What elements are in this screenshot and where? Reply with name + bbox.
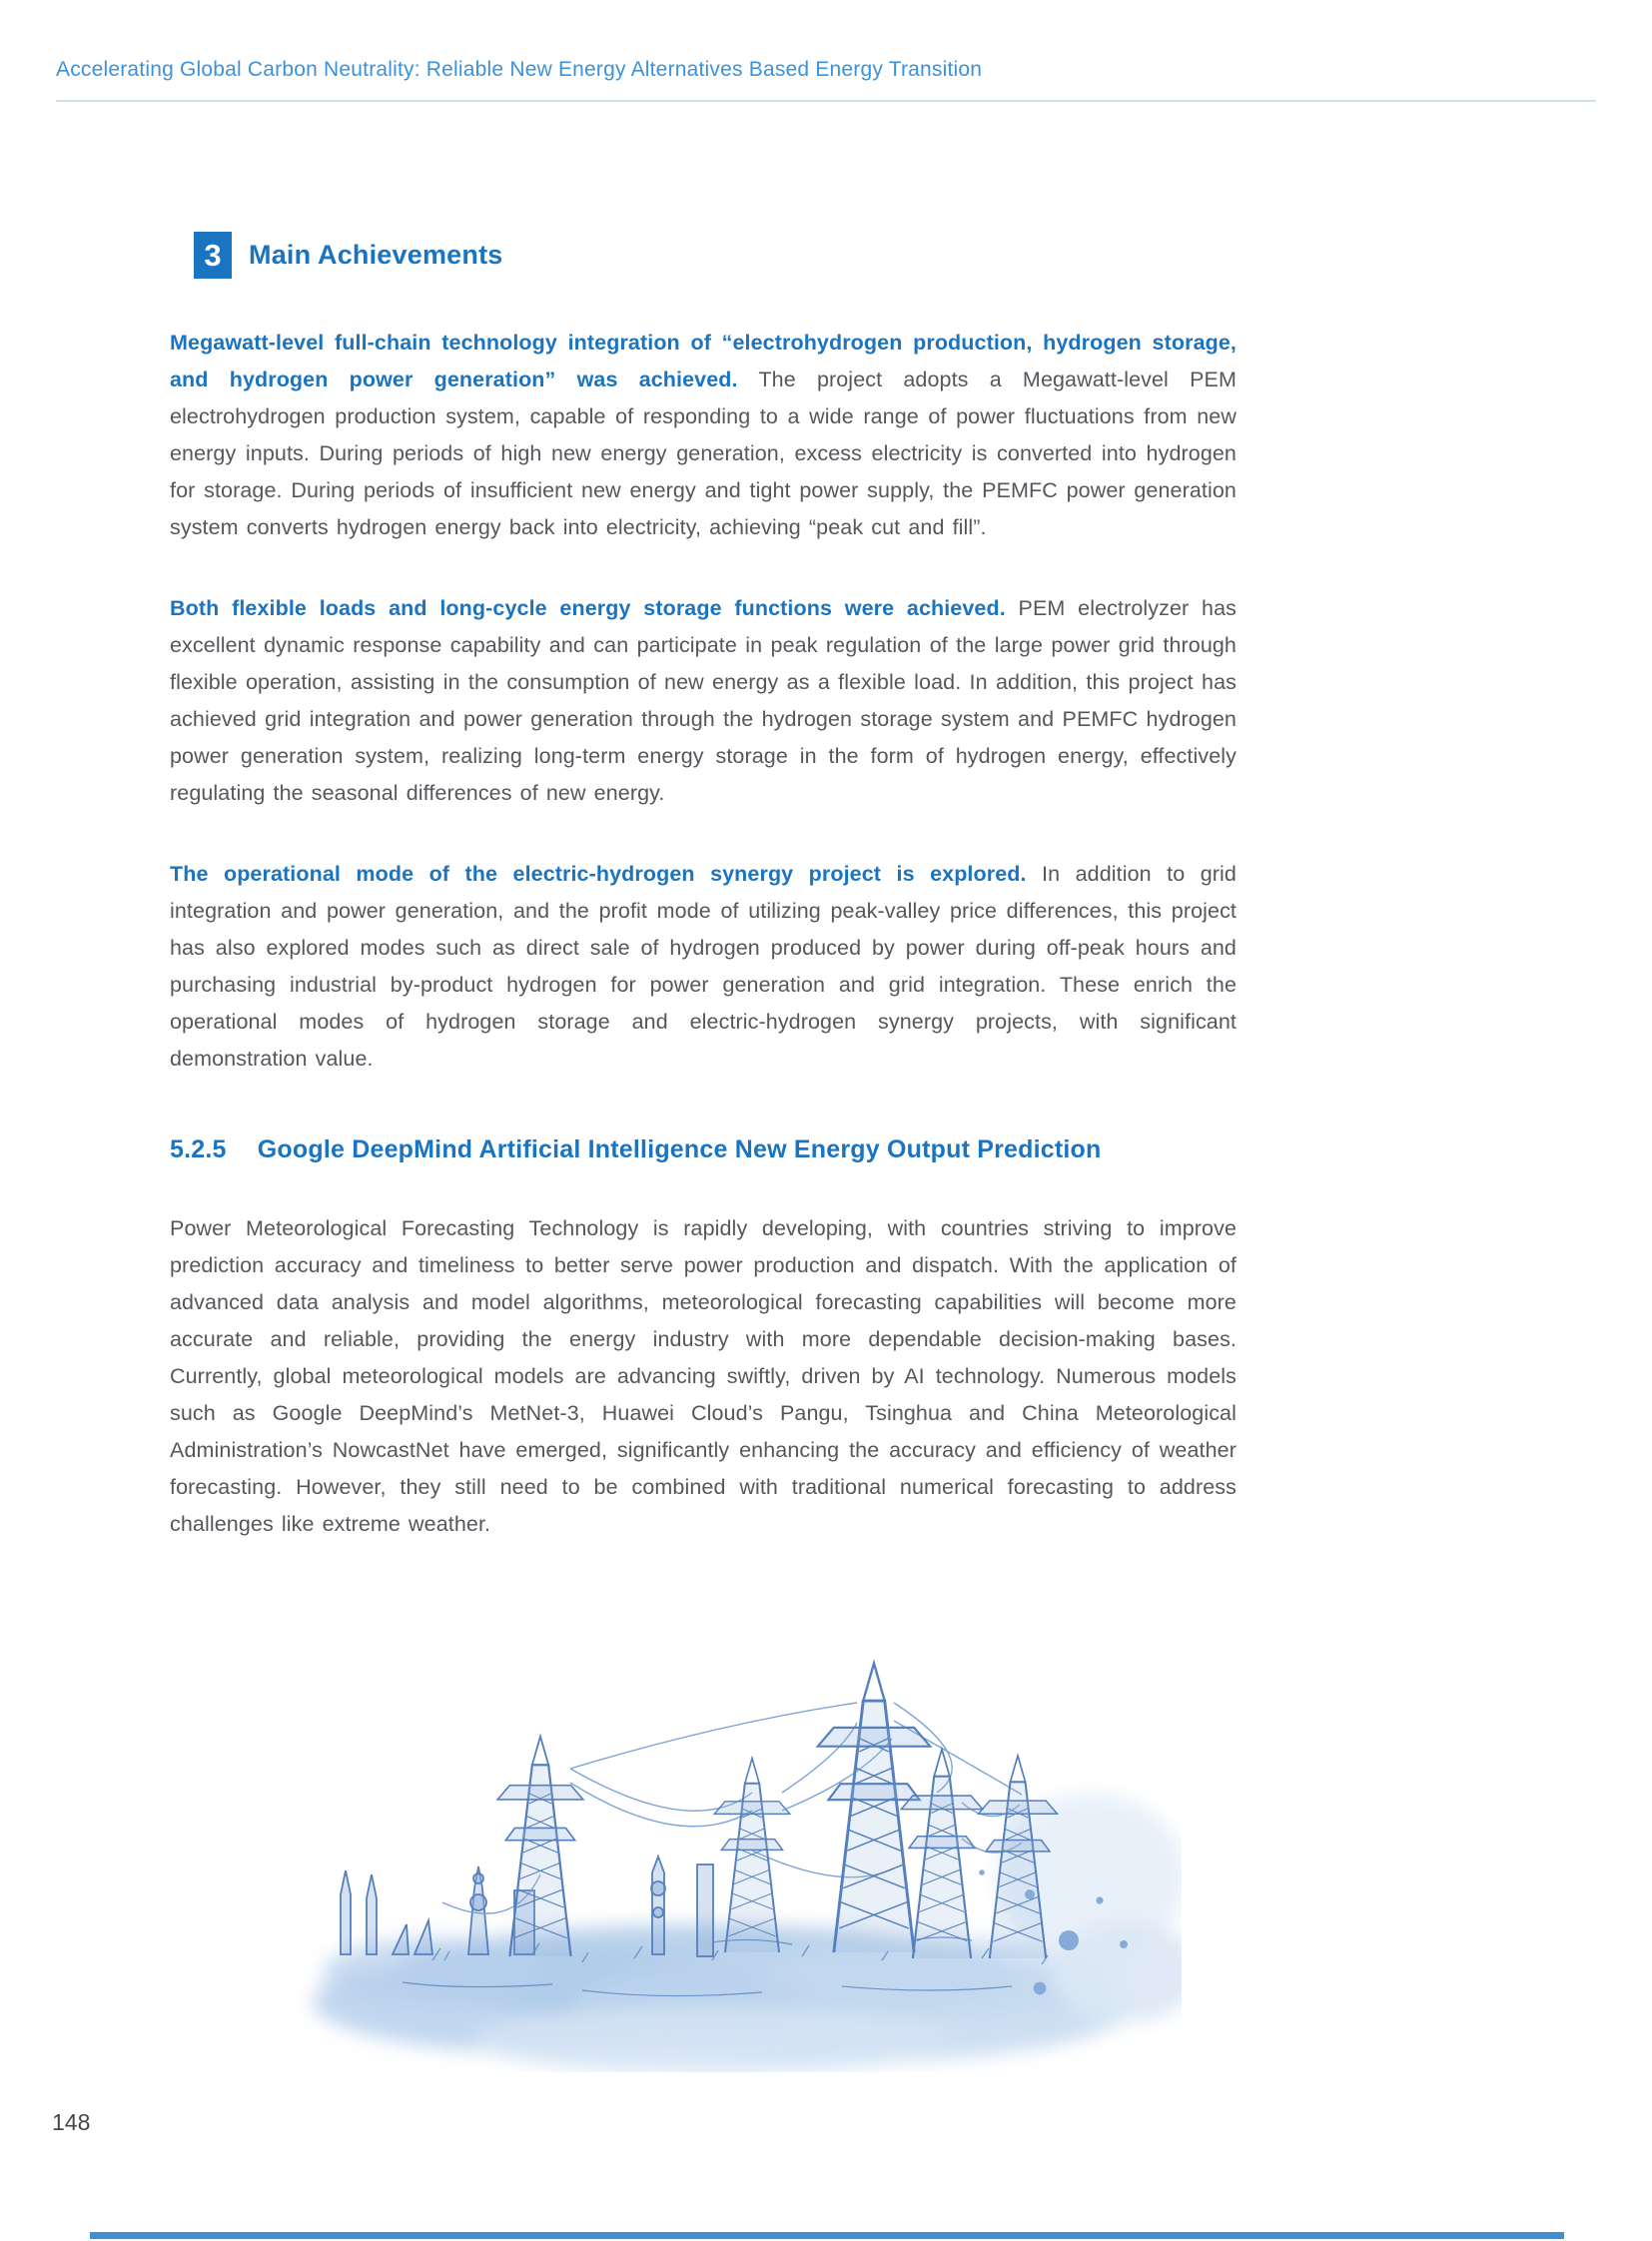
header-divider — [56, 100, 1596, 102]
power-towers-illustration — [283, 1643, 1182, 2072]
paragraph-operational-mode-body: In addition to grid integration and power generation, and the profit mode of utilizing peak-valley price differences, this project has also explored modes such as direct sale of hydrogen produced by power during off-peak hours and purchasing industrial by-product hydrogen for power generation and grid integration. These enrich the operational modes of hydrogen storage and electric-hydrogen synergy projects, with significant demonstration value. — [170, 862, 1237, 1071]
paragraph-flexible-loads — [170, 590, 1237, 812]
paragraph-forecasting-body: Power Meteorological Forecasting Technology is rapidly developing, with countries striving to improve prediction accuracy and timeliness to better serve power production and dispatch. With the application of advanced data analysis and model algorithms, meteorological forecasting capabilities will become more accurate and reliable, providing the energy industry with more dependable decision-making bases. Currently, global meteorological models are advancing swiftly, driven by AI technology. Numerous models such as Google DeepMind’s MetNet-3, Huawei Cloud’s Pangu, Tsinghua and China Meteorological Administration’s NowcastNet have emerged, significantly enhancing the accuracy and efficiency of weather forecasting. However, they still need to be combined with traditional numerical forecasting to address challenges like extreme weather. — [170, 1216, 1237, 1536]
paragraph-forecasting — [170, 1210, 1237, 1543]
paragraph-operational-mode — [170, 856, 1237, 1078]
paragraph-operational-mode-lead: The operational mode of the electric-hydrogen synergy project is explored. — [170, 862, 1027, 886]
paragraph-flexible-loads-lead: Both flexible loads and long-cycle energy storage functions were achieved. — [170, 596, 1006, 620]
paragraph-megawatt — [170, 325, 1237, 546]
section-number-badge: 3 — [194, 232, 232, 279]
footer-bar — [90, 2232, 1564, 2239]
paragraph-flexible-loads-body: PEM electrolyzer has excellent dynamic response capability and can participate in peak regulation of the large power grid through flexible operation, assisting in the consumption of new energy as a flexible load. In addition, this project has achieved grid integration and power generation through the hydrogen storage system and PEMFC hydrogen power generation system, realizing long-term energy storage in the form of hydrogen energy, effectively regulating the seasonal differences of new energy. — [170, 596, 1237, 805]
page-number: 148 — [52, 2109, 91, 2135]
section-heading — [194, 232, 1237, 279]
subsection-number: 5.2.5 — [170, 1135, 227, 1163]
paragraph-megawatt-body: The project adopts a Megawatt-level PEM electrohydrogen production system, capable of responding to a wide range of power fluctuations from new energy inputs. During periods of high new energy generation, excess electricity is converted into hydrogen for storage. During periods of insufficient new energy and tight power supply, the PEMFC power generation system converts hydrogen energy back into electricity, achieving “peak cut and fill”. — [170, 368, 1237, 539]
subsection-heading — [170, 1135, 1237, 1164]
running-header-title: Accelerating Global Carbon Neutrality: Reliable New Energy Alternatives Based Energy Transition — [56, 58, 983, 81]
section-title: Main Achievements — [249, 240, 503, 270]
paragraph-megawatt-lead: Megawatt-level full-chain technology integration of “electrohydrogen production, hydrogen storage, and hydrogen power generation” was achieved. — [170, 331, 1237, 391]
subsection-title: Google DeepMind Artificial Intelligence New Energy Output Prediction — [257, 1135, 1102, 1163]
main-content — [170, 232, 1237, 1587]
